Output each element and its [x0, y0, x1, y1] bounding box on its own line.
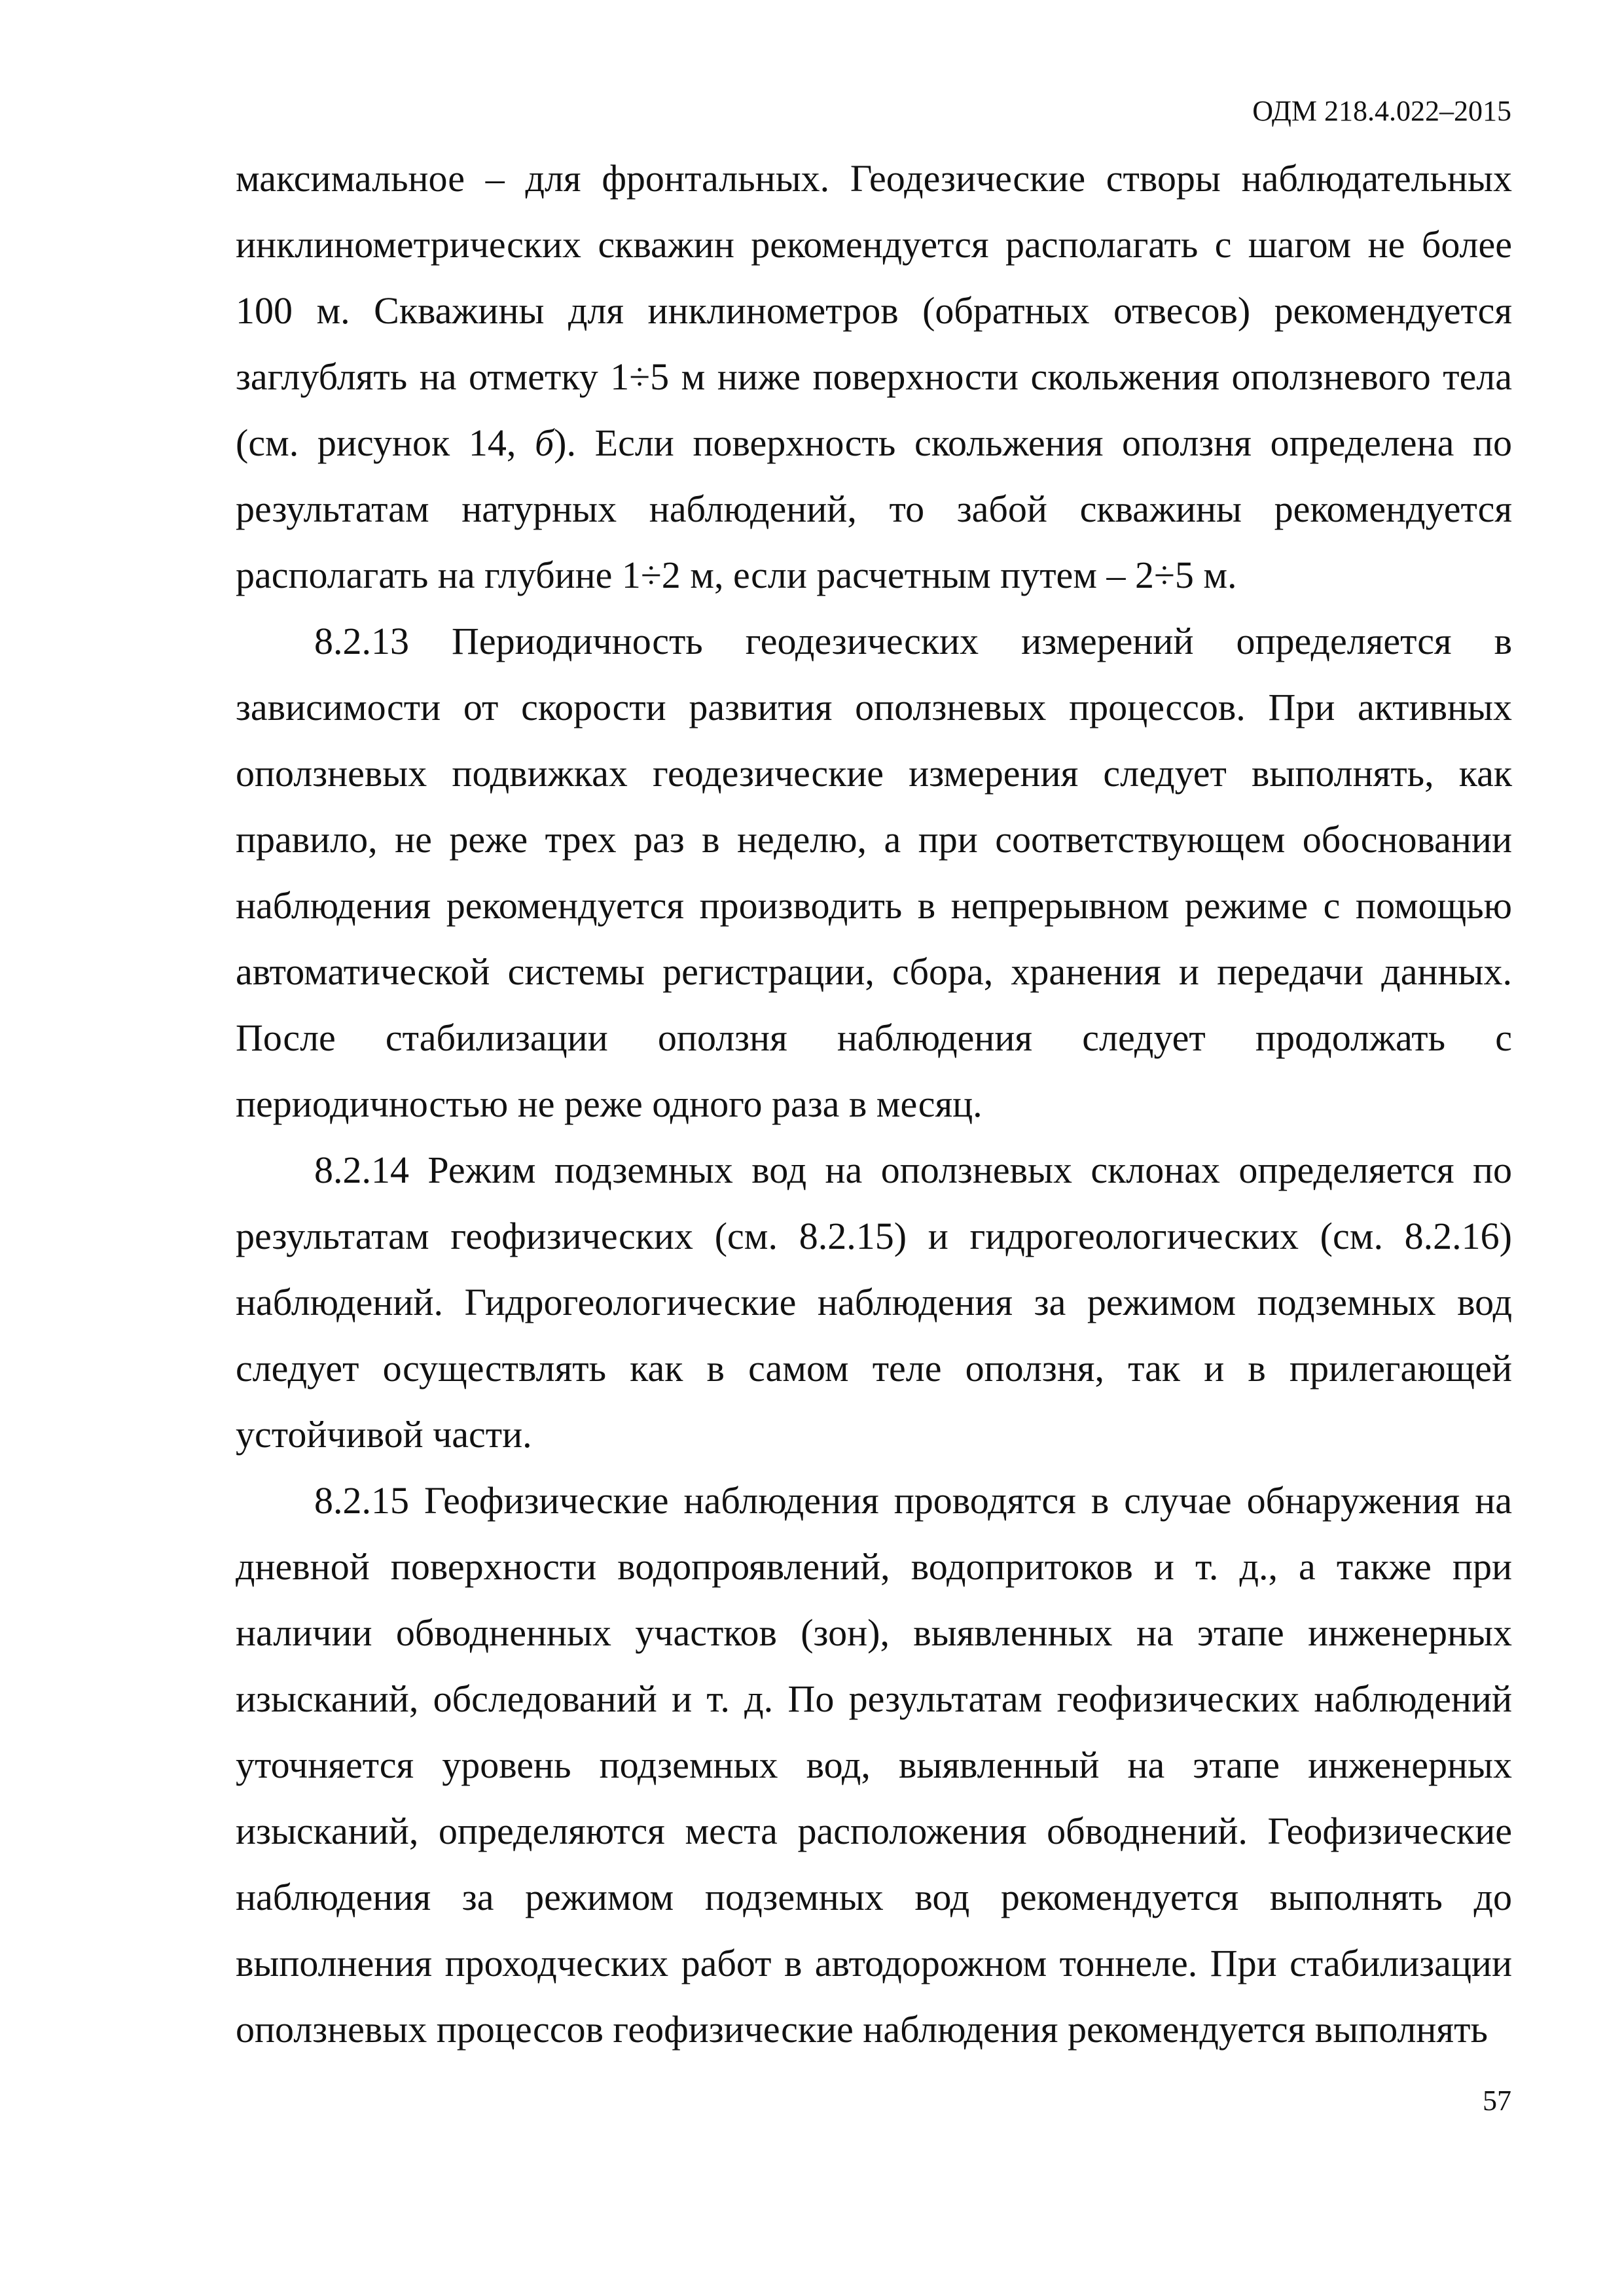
- paragraph-text-part-2: ). Если поверхность скольжения оползня определена по результатам натурных наблюдений, то забой скважины рекомендуется располагать на глубине 1÷2 м, если расчетным путем – 2÷5 м.: [236, 422, 1513, 596]
- paragraph-text: Периодичность геодезических измерений определяется в зависимости от скорости развития оползневых процессов. При активных оползневых подвижках геодезические измерения следует выполнять, как правило, не реже трех раз в неделю, а при соответствующем обосновании наблюдения рекомендуется производить в непрерывном режиме с помощью автоматической системы регистрации, сбора, хранения и передачи данных. После стабилизации оползня наблюдения следует продолжать с периодичностью не реже одного раза в месяц.: [236, 620, 1512, 1125]
- paragraph-text-part-1: максимальное – для фронтальных. Геодезические створы наблюдательных инклинометрических скважин рекомендуется располагать с шагом не более 100 м. Скважины для инклинометров (обратных отвесов) рекомендуется заглублять на отметку 1÷5 м ниже поверхности скольжения оползневого тела (см. рисунок 14,: [236, 157, 1512, 464]
- paragraph-8-2-15: [236, 1467, 1512, 2062]
- page-body: [236, 145, 1512, 2062]
- paragraph-text: Режим подземных вод на оползневых склонах определяется по результатам геофизических (см. 8.2.15) и гидрогеологических (см. 8.2.16) наблюдений. Гидрогеологические наблюдения за режимом подземных вод следует осуществлять как в самом теле оползня, так и в прилегающей устойчивой части.: [236, 1149, 1512, 1456]
- page-number: 57: [1483, 2085, 1511, 2117]
- figure-part-label: б: [535, 422, 554, 464]
- paragraph-text: Геофизические наблюдения проводятся в случае обнаружения на дневной поверхности водопроявлений, водопритоков и т. д., а также при наличии обводненных участков (зон), выявленных на этапе инженерных изысканий, обследований и т. д. По результатам геофизических наблюдений уточняется уровень подземных вод, выявленный на этапе инженерных изысканий, определяются места расположения обводнений. Геофизические наблюдения за режимом подземных вод рекомендуется выполнять до выполнения проходческих работ в автодорожном тоннеле. При стабилизации оползневых процессов геофизические наблюдения рекомендуется выполнять: [236, 1479, 1512, 2051]
- paragraph-continuation: [236, 145, 1512, 608]
- clause-number: 8.2.13: [314, 620, 409, 662]
- document-code-header: ОДМ 218.4.022–2015: [1252, 95, 1511, 127]
- paragraph-8-2-14: [236, 1137, 1512, 1467]
- clause-number: 8.2.15: [314, 1479, 409, 1522]
- clause-number: 8.2.14: [314, 1149, 409, 1191]
- paragraph-8-2-13: [236, 608, 1512, 1137]
